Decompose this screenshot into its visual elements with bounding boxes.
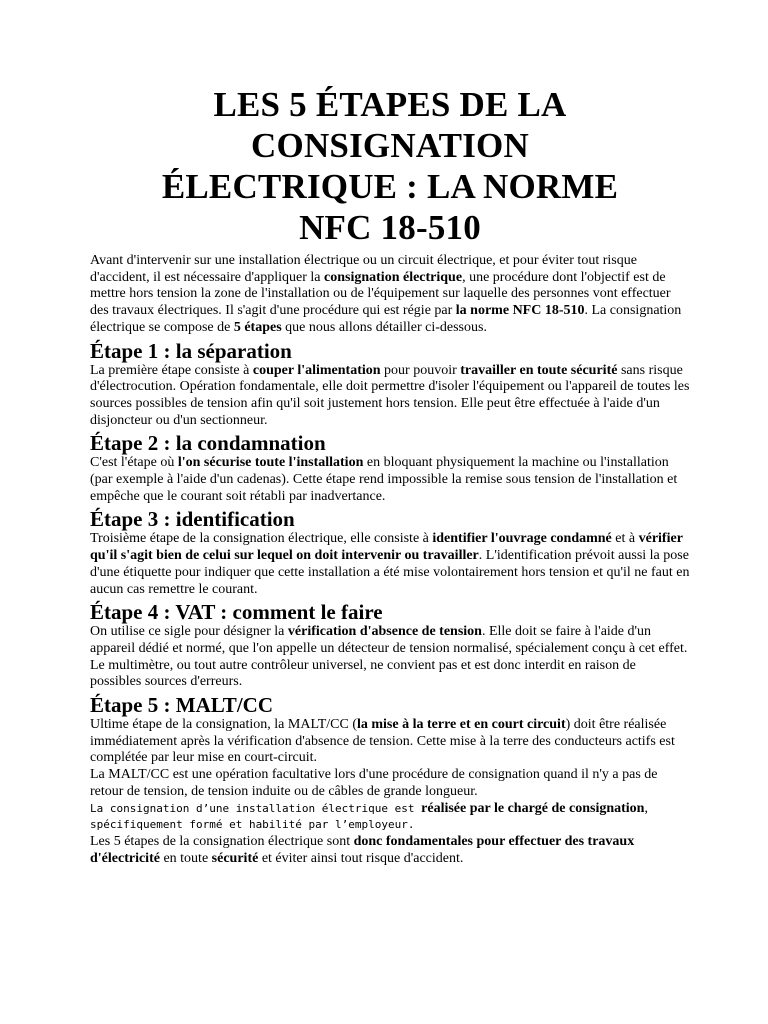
step-2-text-2: en bloquant physiquement la machine ou l'installation (par exemple à l'aide d'un cadenas). Cette étape rend impossible la remise sous tension de l'installation et empêche que le courant soit rétabli par inadvertance. <box>90 455 678 504</box>
intro-paragraph <box>90 253 690 337</box>
step-3-heading: Étape 3 : identification <box>90 507 295 532</box>
step-5-bold-2: réalisée par le chargé de consignation <box>421 800 645 816</box>
step-3-paragraph <box>90 531 690 598</box>
intro-text-1: Avant d'intervenir sur une installation électrique ou un circuit électrique, et pour éviter tout risque d'accident, il est nécessaire d'appliquer la <box>90 253 637 285</box>
step-3-bold-1: identifier l'ouvrage condamné <box>432 531 612 547</box>
step-1-paragraph <box>90 363 690 430</box>
title-line-1: LES 5 ÉTAPES DE LA <box>213 85 567 124</box>
conclusion-text-2: en toute <box>159 850 212 866</box>
intro-text-4: que nous allons détailler ci-dessous. <box>281 319 487 335</box>
title-line-2: CONSIGNATION <box>251 126 529 165</box>
step-5-text-2: ) doit être réalisée immédiatement après la vérification d'absence de tension. Cette mise à la terre des conducteurs actifs est complétée par leur mise en court-circuit. <box>90 717 675 766</box>
intro-text-3: . La consignation électrique se compose de <box>90 303 682 335</box>
conclusion-text-3: et éviter ainsi tout risque d'accident. <box>258 850 464 866</box>
step-1-text-2: pour pouvoir <box>380 362 461 378</box>
step-5-mono-text-2: spécifiquement formé et habilité par l’employeur. <box>90 818 415 832</box>
step-5-text-3: , <box>644 800 648 816</box>
step-1-bold-1: couper l'alimentation <box>252 362 381 378</box>
step-4-bold-1: vérification d'absence de tension <box>287 624 482 640</box>
step-3-text-3: . L'identification prévoit aussi la pose d'une étiquette pour indiquer que cette installation a été mise volontairement hors tension et qu'il ne faut en aucun cas remettre le courant. <box>90 548 690 597</box>
step-5-paragraph-3 <box>90 801 690 834</box>
step-4-heading: Étape 4 : VAT : comment le faire <box>90 600 383 625</box>
step-5-heading: Étape 5 : MALT/CC <box>90 693 273 718</box>
step-3-text-2: et à <box>611 531 639 547</box>
step-5-mono-text-1: La consignation d’une installation électrique est <box>90 801 422 815</box>
step-5-text-1: Ultime étape de la consignation, la MALT/CC ( <box>90 717 357 733</box>
conclusion-bold-2: sécurité <box>211 850 259 866</box>
title-line-4: NFC 18-510 <box>299 208 481 247</box>
page-title <box>90 84 690 248</box>
intro-text-2: , une procédure dont l'objectif est de mettre hors tension la zone de l'installation ou de l'équipement sur laquelle des personnes vont effectuer des travaux électriques. Il s'agit d'une procédure qui est régie par <box>90 269 671 319</box>
step-2-bold-1: l'on sécurise toute l'installation <box>177 455 364 471</box>
step-2-heading: Étape 2 : la condamnation <box>90 431 326 456</box>
step-3-bold-2: vérifier qu'il s'agit bien de celui sur lequel on doit intervenir ou travailler <box>90 531 683 564</box>
intro-bold-3: 5 étapes <box>233 319 282 335</box>
step-4-text-1: On utilise ce sigle pour désigner la <box>90 624 288 640</box>
step-5-bold-1: la mise à la terre et en court circuit <box>356 717 566 733</box>
step-5-paragraph-2: La MALT/CC est une opération facultative lors d'une procédure de consignation quand il n'y a pas de retour de tension, de tension induite ou de câbles de grande longueur. <box>90 767 658 799</box>
step-5-paragraph <box>90 717 690 767</box>
step-1-heading: Étape 1 : la séparation <box>90 338 292 363</box>
document-page <box>90 84 690 867</box>
title-line-3: ÉLECTRIQUE : LA NORME <box>161 167 619 206</box>
step-1-text-3: sans risque d'électrocution. Opération fondamentale, elle doit permettre d'isoler l'équipement ou l'appareil de toutes les sources possibles de tension afin qu'il soit justement hors tension. Elle peut être effectuée à l'aide d'un disjoncteur ou d'un sectionneur. <box>90 362 690 428</box>
intro-bold-1: consignation électrique <box>324 269 463 285</box>
step-2-text-1: C'est l'étape où <box>90 455 178 471</box>
conclusion-bold-1: donc fondamentales pour effectuer des travaux d'électricité <box>90 833 635 866</box>
intro-bold-2: la norme NFC 18-510 <box>455 303 585 319</box>
step-1-text-1: La première étape consiste à <box>90 362 253 378</box>
step-4-paragraph <box>90 624 690 691</box>
step-4-text-2: . Elle doit se faire à l'aide d'un appareil dédié et normé, que l'on appelle un détecteur de tension normalisé, spécialement conçu à cet effet. Le multimètre, ou tout autre contrôleur universel, ne convient pas et est donc interdit en raison de possibles sources d'erreurs. <box>90 624 688 690</box>
conclusion-paragraph <box>90 834 690 867</box>
step-1-bold-2: travailler en toute sécurité <box>460 362 618 378</box>
step-3-text-1: Troisième étape de la consignation électrique, elle consiste à <box>90 531 433 547</box>
conclusion-text-1: Les 5 étapes de la consignation électrique sont <box>90 833 354 849</box>
step-2-paragraph <box>90 455 690 505</box>
